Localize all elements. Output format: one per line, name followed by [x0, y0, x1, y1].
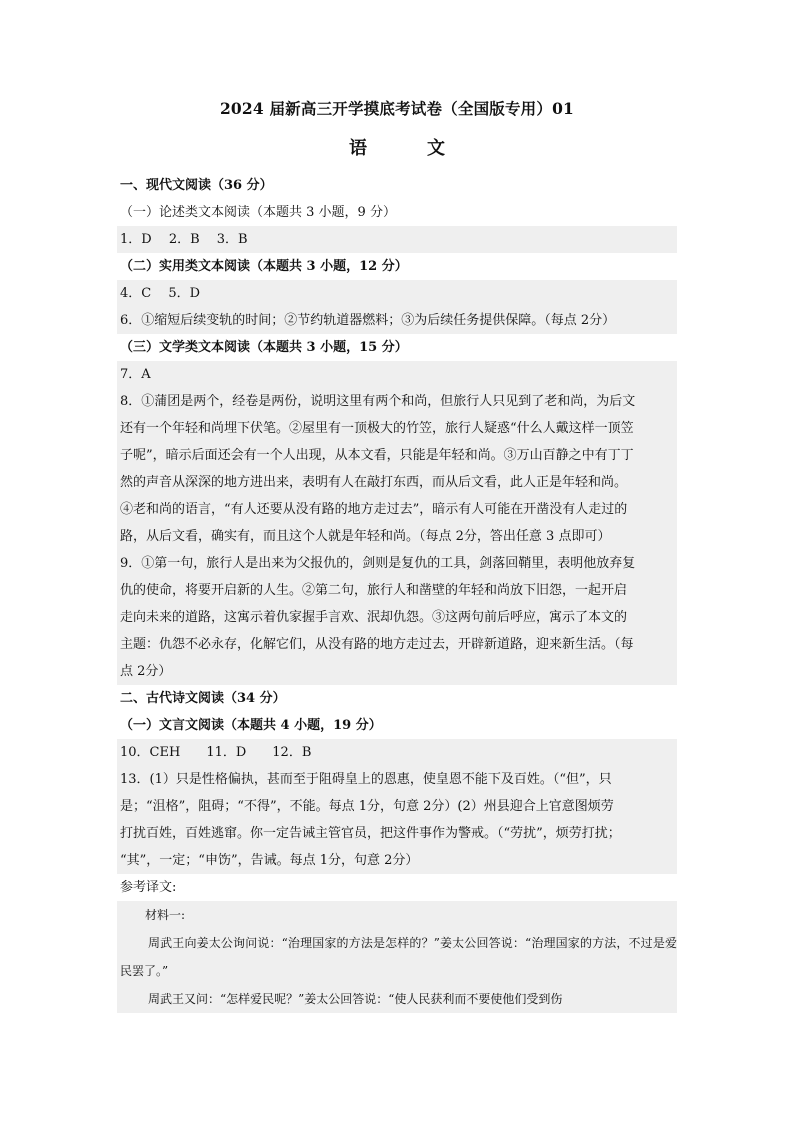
q8-line: 然的声音从深深的地方进出来，表明有人在敲打东西，而从后文看，此人正是年轻和尚。: [120, 475, 628, 490]
subject-heading: [0, 134, 794, 160]
answer-key-body: [117, 172, 677, 1013]
reference-translation-label: 参考译文:: [120, 880, 177, 895]
q9-line: 走向未来的道路，这寓示着仇家握手言欢、泯却仇怨。③这两句前后呼应，寓示了本文的: [120, 610, 628, 625]
answers-q4-q5: 4．C 5．D: [117, 280, 677, 307]
q8-line: 还有一个年轻和尚埋下伏笔。②屋里有一顶极大的竹笠，旅行人疑惑“什么人戴这样一顶笠: [120, 421, 634, 436]
subsection-heading-practical: （二）实用类文本阅读（本题共 3 小题，12 分）: [120, 259, 408, 274]
q8-line: 子呢”，暗示后面还会有一个人出现，从本文看，只能是年轻和尚。③万山百静之中有丁丁: [120, 448, 634, 463]
translation-paragraph: [117, 929, 677, 985]
subject-char-left: 语: [349, 138, 367, 159]
subsection-heading-classical-prose: （一）文言文阅读（本题共 4 小题，19 分）: [120, 718, 382, 733]
translation-line: 周武王又问：“怎样爱民呢？”姜太公回答说：“使人民获利而不要使他们受到伤: [148, 992, 563, 1006]
answers-q1-q3: 1．D 2．B 3．B: [117, 226, 677, 253]
q13-line: 是；“沮格”，阻碍；“不得”，不能。每点 1分，句意 2分）(2）州县迎合上官意图烦劳: [120, 799, 614, 814]
q8-line: ④老和尚的语言，“有人还要从没有路的地方走过去”，暗示有人可能在开凿没有人走过的: [120, 502, 628, 517]
q9-line: 9．①第一句，旅行人是出来为父报仇的，剑则是复仇的工具，剑落回鞘里，表明他放弃复: [120, 556, 636, 571]
translation-line: 的方法，不过是爱民罢了。”: [120, 936, 677, 978]
q9-line: 主题：仇怨不必永存，化解它们，从没有路的地方走过去，开辟新道路，迎来新生活。（每: [120, 637, 634, 652]
translation-paragraph: [117, 985, 677, 1013]
translation-block: [117, 901, 677, 1013]
answer-q7: 7．A: [117, 361, 677, 388]
subsection-heading-literary: （三）文学类文本阅读（本题共 3 小题，15 分）: [120, 340, 408, 355]
q13-line: 打扰百姓，百姓逃窜。你一定告诫主管官员，把这件事作为警戒。（“劳扰”，烦劳打扰；: [120, 826, 621, 841]
q8-line: 路，从后文看，确实有，而且这个人就是年轻和尚。（每点 2分，答出任意 3 点即可）: [120, 529, 611, 544]
subject-char-right: 文: [427, 138, 445, 159]
subsection-heading-argumentative: （一）论述类文本阅读（本题共 3 小题，9 分）: [120, 205, 396, 220]
answer-q13: [117, 766, 677, 874]
q9-line: 仇的使命，将要开启新的人生。②第二句，旅行人和凿壁的年轻和尚放下旧怨，一起开启: [120, 583, 628, 598]
translation-line: 周武王向姜太公询问说：“治理国家的方法是怎样的？”姜太公回答说：“治理国家: [148, 936, 580, 950]
exam-title: 2024 届新高三开学摸底考试卷（全国版专用）01: [219, 99, 575, 118]
q8-line: 8．①蒲团是两个，经卷是两份，说明这里有两个和尚，但旅行人只见到了老和尚，为后文: [120, 394, 636, 409]
answer-q6: 6．①缩短后续变轨的时间；②节约轨道器燃料；③为后续任务提供保障。（每点 2分）: [117, 307, 677, 334]
q13-line: 13．(1）只是性格偏执，甚而至于阻碍皇上的恩惠，使皇恩不能下及百姓。（“但”，只: [120, 772, 612, 787]
q13-line: “其”，一定；“申饬”，告诫。每点 1分，句意 2分）: [120, 853, 419, 868]
material-one-label: 材料一:: [145, 908, 186, 922]
answer-q9: [117, 550, 677, 685]
answers-q10-q12: 10．CEH 11．D 12．B: [117, 739, 677, 766]
answer-q8: [117, 388, 677, 550]
section-heading-modern-reading: 一、现代文阅读（36 分）: [120, 178, 273, 193]
q9-line: 点 2分）: [120, 664, 172, 679]
section-heading-classical-reading: 二、古代诗文阅读（34 分）: [120, 691, 286, 706]
